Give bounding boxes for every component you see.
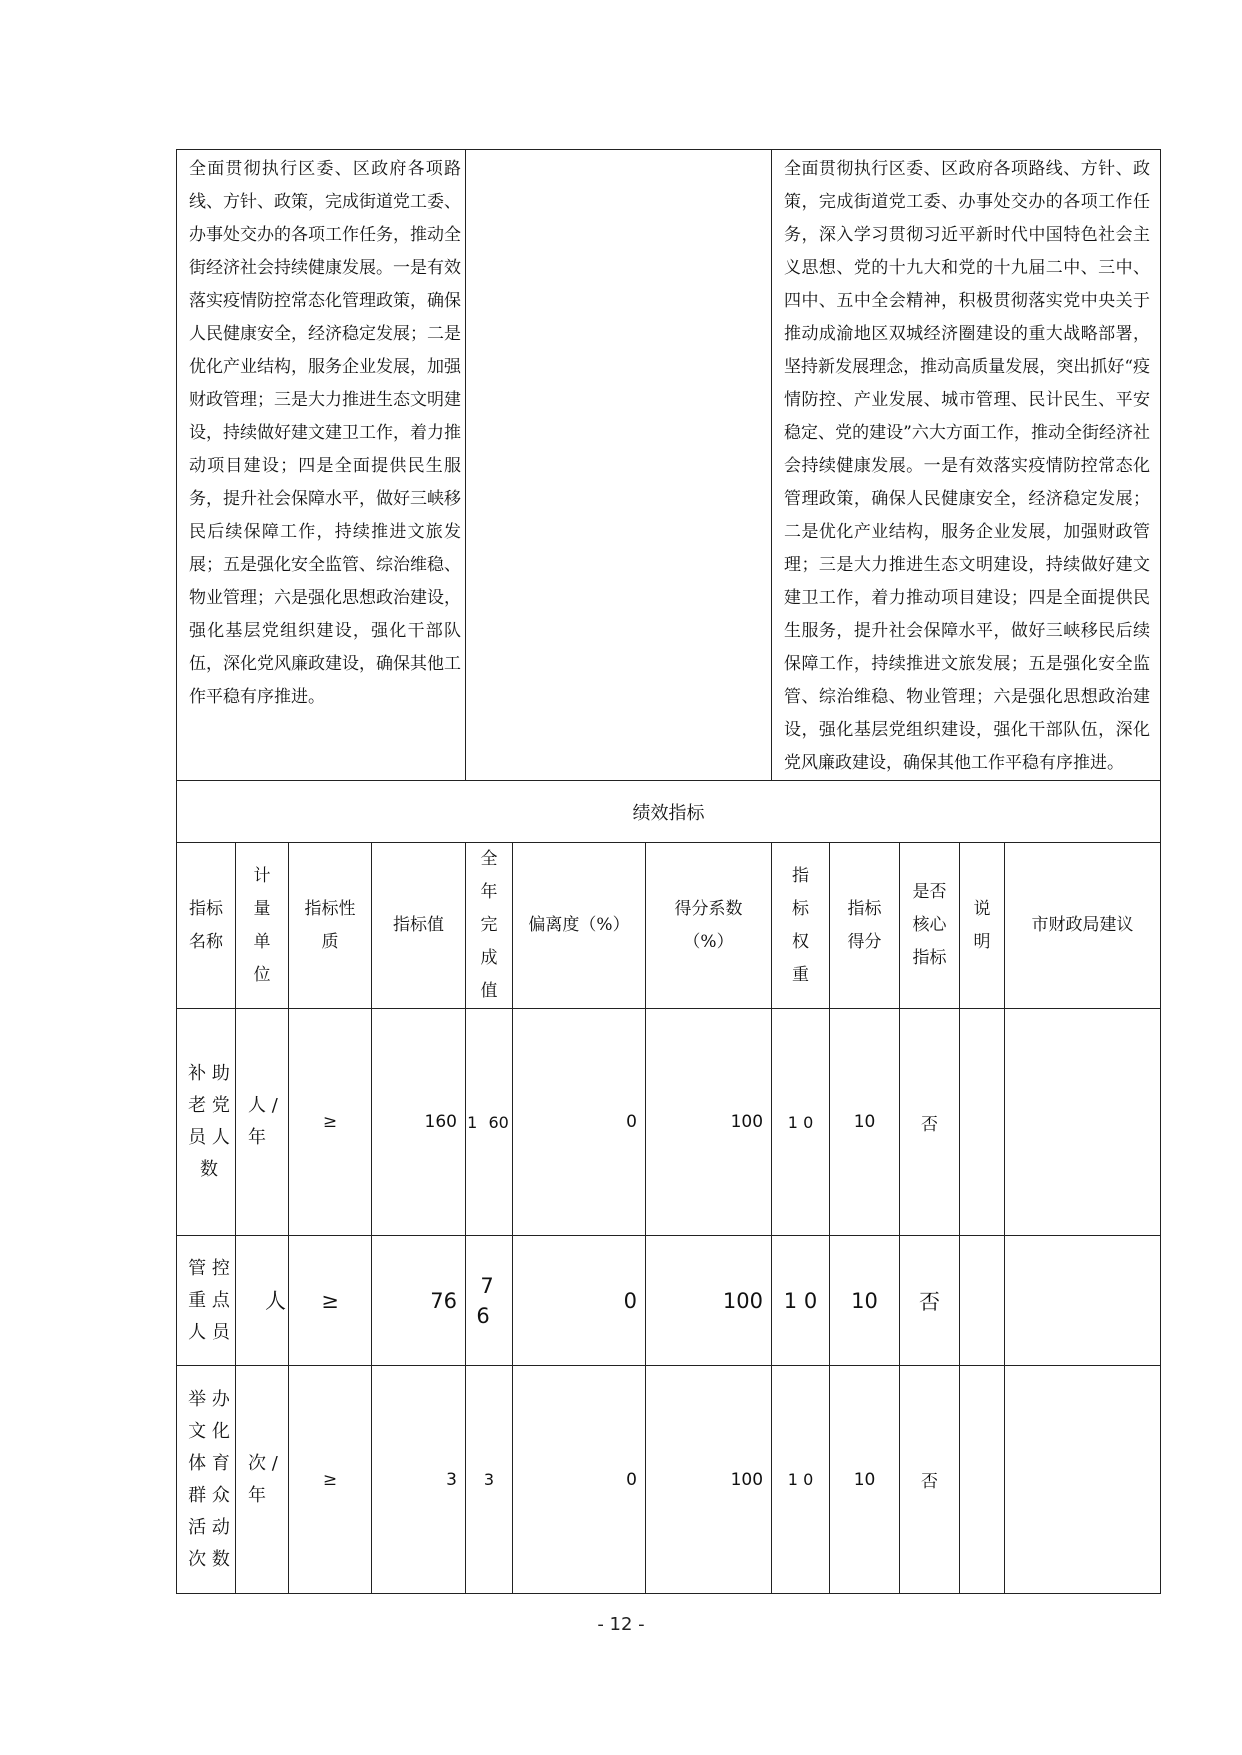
row-name-cell — [177, 1009, 236, 1236]
row-unit-cell — [236, 1009, 289, 1236]
header-weight — [772, 843, 830, 1009]
header-name-line: 名称 — [189, 931, 223, 952]
row-unit-line: / — [271, 1095, 278, 1116]
row-advice — [1005, 1009, 1161, 1236]
row-unit-cell — [236, 1236, 289, 1366]
header-actual-line: 年 — [480, 882, 498, 902]
row-weight-cell — [772, 1236, 830, 1366]
section-title: 绩效指标 — [177, 781, 1161, 843]
row-actual-cell — [466, 1009, 513, 1236]
row-unit-line: 年 — [248, 1127, 266, 1148]
row-actual-line: 1 — [467, 1112, 478, 1132]
blank-middle-cell — [466, 150, 772, 781]
row-deviation: 0 — [513, 1236, 646, 1366]
row-name-line: 员 — [188, 1127, 207, 1148]
row-weight-cell — [772, 1366, 830, 1594]
header-actual-line: 完 — [480, 915, 498, 935]
header-weight-line: 标 — [792, 898, 810, 919]
page-number: - 12 - — [597, 1614, 645, 1635]
row-weight-line: 0 — [803, 1112, 814, 1132]
row-deviation: 0 — [513, 1009, 646, 1236]
row-score-coef: 100 — [646, 1009, 772, 1236]
row-weight-cell — [772, 1009, 830, 1236]
header-weight-line: 权 — [792, 931, 810, 952]
row-name-line: 补 — [188, 1063, 207, 1084]
header-unit-line: 量 — [253, 898, 271, 919]
header-score-coef-line: 得分系数 — [674, 898, 743, 919]
header-unit-line: 计 — [253, 865, 271, 886]
header-actual — [466, 843, 513, 1009]
header-unit — [236, 843, 289, 1009]
header-score-coef — [646, 843, 772, 1009]
header-core-line: 是否 — [912, 882, 947, 902]
row-name-line: 员 — [211, 1321, 230, 1343]
row-actual-line: 7 — [480, 1273, 494, 1298]
header-name — [177, 843, 236, 1009]
header-unit-line: 位 — [253, 964, 271, 985]
row-score: 10 — [830, 1366, 900, 1594]
row-score-coef: 100 — [646, 1366, 772, 1594]
row-name-line: 众活 — [188, 1484, 230, 1538]
row-unit-line: /年 — [248, 1452, 278, 1506]
row-name-line: 人 — [211, 1127, 230, 1148]
header-score-coef-line: （%） — [683, 931, 734, 952]
row-name-cell — [177, 1366, 236, 1594]
row-nature: ≥ — [289, 1366, 372, 1594]
row-score: 10 — [830, 1236, 900, 1366]
row-weight-line: 1 — [783, 1288, 798, 1313]
row-unit-line: 人 — [265, 1288, 286, 1313]
row-weight-line: 0 — [803, 1470, 814, 1489]
header-score — [830, 843, 900, 1009]
header-deviation: 偏离度（%） — [513, 843, 646, 1009]
header-core-line: 指标 — [912, 948, 947, 968]
header-note-line: 明 — [973, 931, 991, 952]
header-core — [900, 843, 960, 1009]
row-name-line: 助 — [211, 1063, 230, 1084]
row-note — [960, 1236, 1005, 1366]
annual-goal-left-text: 全面贯彻执行区委、区政府各项路线、方针、政策，完成街道党工委、办事处交办的各项工作任务，推动全街经济社会持续健康发展。一是有效落实疫情防控常态化管理政策，确保人民健康安全，经济稳定发展；二是优化产业结构，服务企业发展，加强财政管理；三是大力推进生态文明建设，持续做好建文建卫工作，着力推动项目建设；四是全面提供民生服务，提升社会保障水平，做好三峡移民后续保障工作，持续推进文旅发展；五是强化安全监管、综治维稳、物业管理；六是强化思想政治建设，强化基层党组织建设，强化干部队伍，深化党风廉政建设，确保其他工作平稳有序推进。 — [189, 159, 461, 707]
row-unit-cell — [236, 1366, 289, 1594]
header-score-line: 得分 — [847, 931, 882, 952]
header-actual-line: 全 — [480, 849, 498, 869]
row-name-cell — [177, 1236, 236, 1366]
annual-goal-right-cell — [772, 150, 1161, 781]
row-name-line: 党 — [211, 1095, 230, 1116]
row-actual-cell — [466, 1236, 513, 1366]
header-advice: 市财政局建议 — [1005, 843, 1161, 1009]
header-score-line: 指标 — [847, 898, 882, 919]
row-name-line: 动次 — [188, 1516, 230, 1570]
performance-table — [176, 149, 1161, 1594]
annual-goal-right-text: 全面贯彻执行区委、区政府各项路线、方针、政策，完成街道党工委、办事处交办的各项工作任务，深入学习贯彻习近平新时代中国特色社会主义思想、党的十九大和党的十九届二中、三中、四中、五中全会精神，积极贯彻落实党中央关于推动成渝地区双城经济圈建设的重大战略部署，坚持新发展理念，推动高质量发展，突出抓好“疫情防控、产业发展、城市管理、民计民生、平安稳定、党的建设”六大方面工作，推动全街经济社会持续健康发展。一是有效落实疫情防控常态化管理政策，确保人民健康安全，经济稳定发展；二是优化产业结构，服务企业发展，加强财政管理；三是大力推进生态文明建设，持续做好建文建卫工作，着力推动项目建设；四是全面提供民生服务，提升社会保障水平，做好三峡移民后续保障工作，持续推进文旅发展；五是强化安全监管、综治维稳、物业管理；六是强化思想政治建设，强化基层党组织建设，强化干部队伍，深化党风廉政建设，确保其他工作平稳有序推进。 — [784, 159, 1151, 773]
row-core: 否 — [900, 1236, 960, 1366]
row-name-line: 数 — [211, 1548, 230, 1570]
row-actual-line: 6 — [476, 1303, 490, 1328]
header-actual-line: 成 — [480, 948, 498, 968]
row-weight-line: 1 — [787, 1470, 798, 1489]
row-name-line: 办文 — [188, 1388, 230, 1442]
header-name-line: 指标 — [189, 898, 223, 919]
header-nature — [289, 843, 372, 1009]
header-weight-line: 指 — [792, 865, 810, 886]
row-nature: ≥ — [289, 1009, 372, 1236]
header-weight-line: 重 — [792, 964, 810, 985]
row-name-line: 管 — [188, 1257, 207, 1279]
row-advice — [1005, 1236, 1161, 1366]
header-nature-line: 质 — [321, 931, 339, 952]
row-name-line: 育群 — [188, 1452, 230, 1506]
header-note — [960, 843, 1005, 1009]
annual-goal-left-cell — [177, 150, 466, 781]
row-name-line: 点人 — [188, 1289, 230, 1343]
row-name-line: 数 — [200, 1159, 218, 1180]
table-row — [177, 1236, 1161, 1366]
row-target: 76 — [372, 1236, 466, 1366]
header-core-line: 核心 — [912, 915, 947, 935]
header-note-line: 说 — [973, 898, 991, 919]
row-advice — [1005, 1366, 1161, 1594]
row-nature: ≥ — [289, 1236, 372, 1366]
row-target: 160 — [372, 1009, 466, 1236]
row-actual-cell — [466, 1366, 513, 1594]
row-actual-line: 60 — [488, 1112, 509, 1132]
header-nature-line: 指标性 — [304, 898, 356, 919]
row-weight-line: 1 — [787, 1112, 798, 1132]
row-target: 3 — [372, 1366, 466, 1594]
table-row — [177, 1366, 1161, 1594]
row-unit-line: 次 — [248, 1452, 266, 1474]
row-name-line: 举 — [188, 1388, 207, 1410]
row-note — [960, 1009, 1005, 1236]
table-row — [177, 1009, 1161, 1236]
row-core: 否 — [900, 1009, 960, 1236]
row-note — [960, 1366, 1005, 1594]
row-weight-line: 0 — [803, 1288, 818, 1313]
row-name-line: 控重 — [188, 1257, 230, 1311]
row-score: 10 — [830, 1009, 900, 1236]
header-target: 指标值 — [372, 843, 466, 1009]
row-deviation: 0 — [513, 1366, 646, 1594]
header-unit-line: 单 — [253, 931, 271, 952]
row-actual-line: 3 — [483, 1470, 495, 1489]
row-core: 否 — [900, 1366, 960, 1594]
row-score-coef: 100 — [646, 1236, 772, 1366]
row-name-line: 老 — [188, 1095, 207, 1116]
header-actual-line: 值 — [480, 981, 498, 1001]
row-name-line: 化体 — [188, 1420, 230, 1474]
row-unit-line: 人 — [248, 1095, 266, 1116]
